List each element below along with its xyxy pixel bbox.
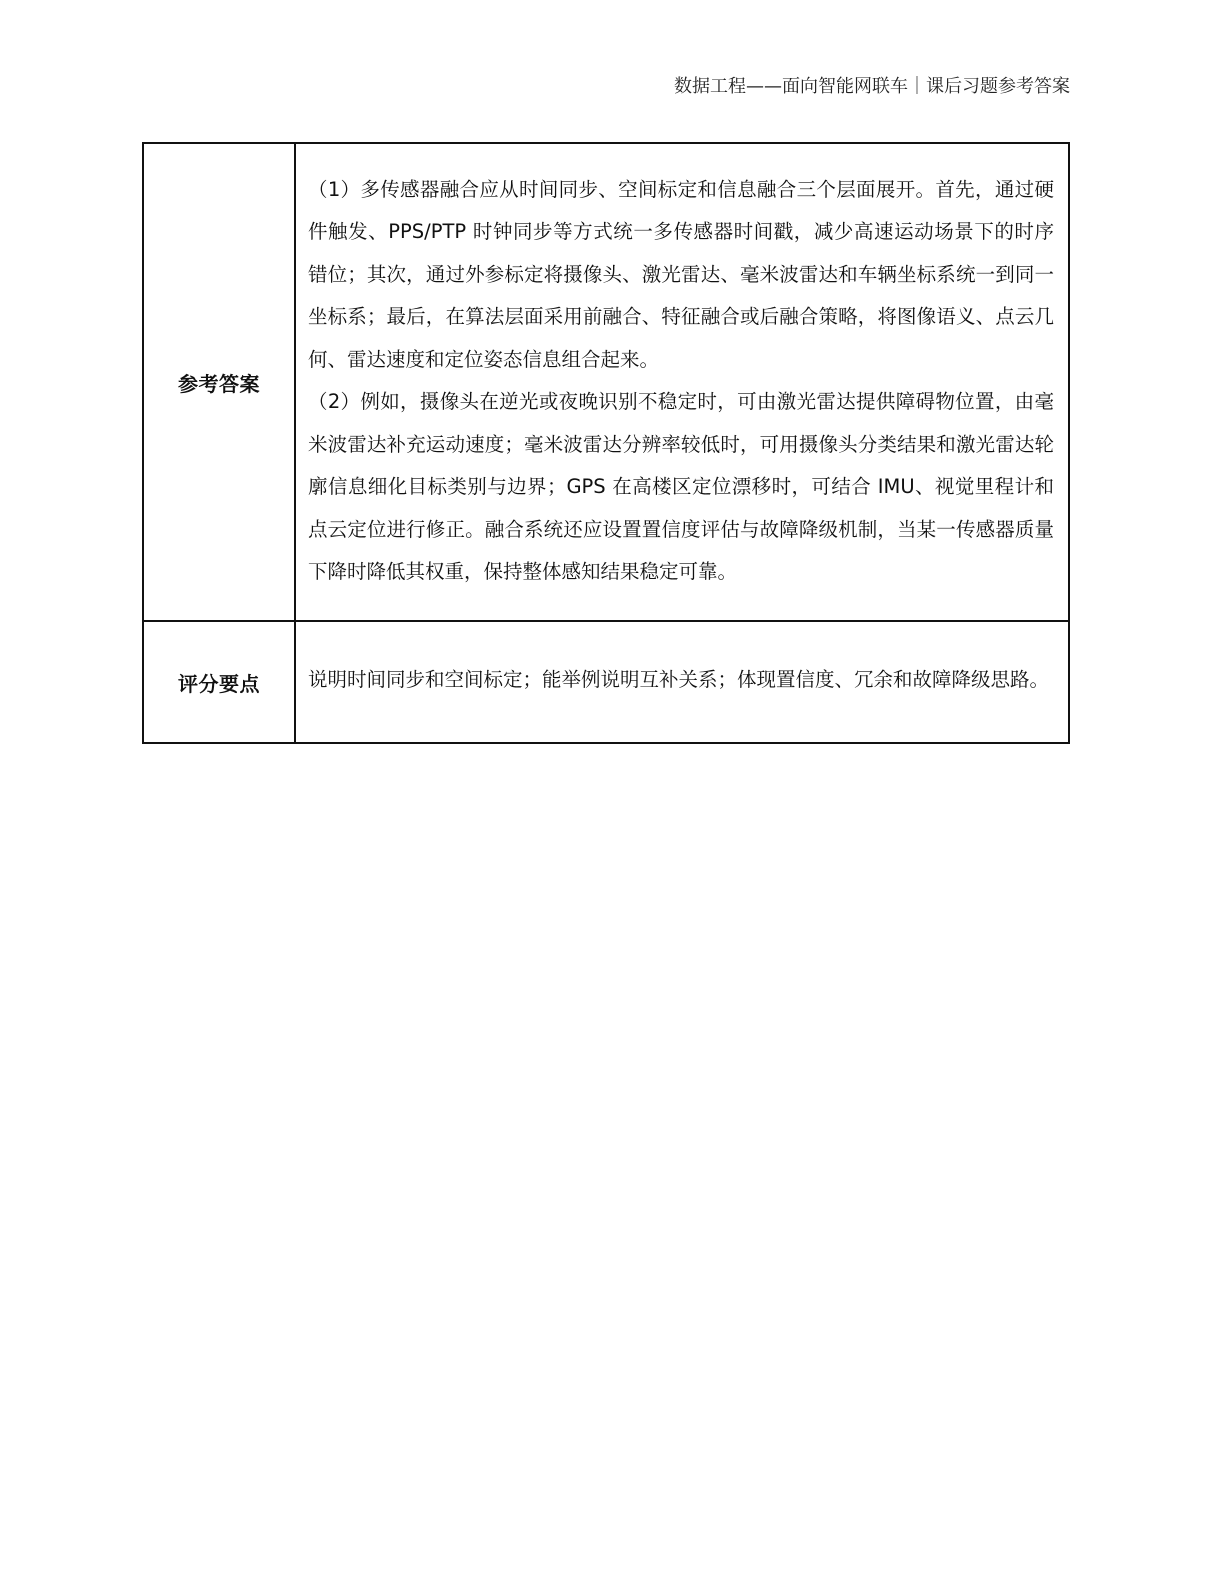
scoring-paragraph: 说明时间同步和空间标定；能举例说明互补关系；体现置信度、冗余和故障降级思路。 [308, 667, 1050, 691]
answer-table [142, 142, 1070, 744]
answer-paragraph-2: （2）例如，摄像头在逆光或夜晚识别不稳定时，可由激光雷达提供障碍物位置，由毫米波雷达补充运动速度；毫米波雷达分辨率较低时，可用摄像头分类结果和激光雷达轮廓信息细化目标类别与边界；GPS 在高楼区定位漂移时，可结合 IMU、视觉里程计和点云定位进行修正。融合系统还应设置置信度评估与故障降级机制，当某一传感器质量下降时降低其权重，保持整体感知结果稳定可靠。 [308, 390, 1054, 583]
table-row-scoring-points [143, 621, 1069, 743]
page-header: 数据工程——面向智能网联车｜课后习题参考答案 [674, 76, 1070, 97]
answer-paragraph-1: （1）多传感器融合应从时间同步、空间标定和信息融合三个层面展开。首先，通过硬件触发、PPS/PTP 时钟同步等方式统一多传感器时间戳，减少高速运动场景下的时序错位；其次，通过外参标定将摄像头、激光雷达、毫米波雷达和车辆坐标系统一到同一坐标系；最后，在算法层面采用前融合、特征融合或后融合策略，将图像语义、点云几何、雷达速度和定位姿态信息组合起来。 [308, 177, 1054, 371]
row-label-reference-answer: 参考答案 [143, 143, 295, 621]
row-label-scoring-points: 评分要点 [143, 621, 295, 743]
reference-answer-content [295, 143, 1069, 621]
scoring-points-content [295, 621, 1069, 743]
table-row-reference-answer [143, 143, 1069, 621]
